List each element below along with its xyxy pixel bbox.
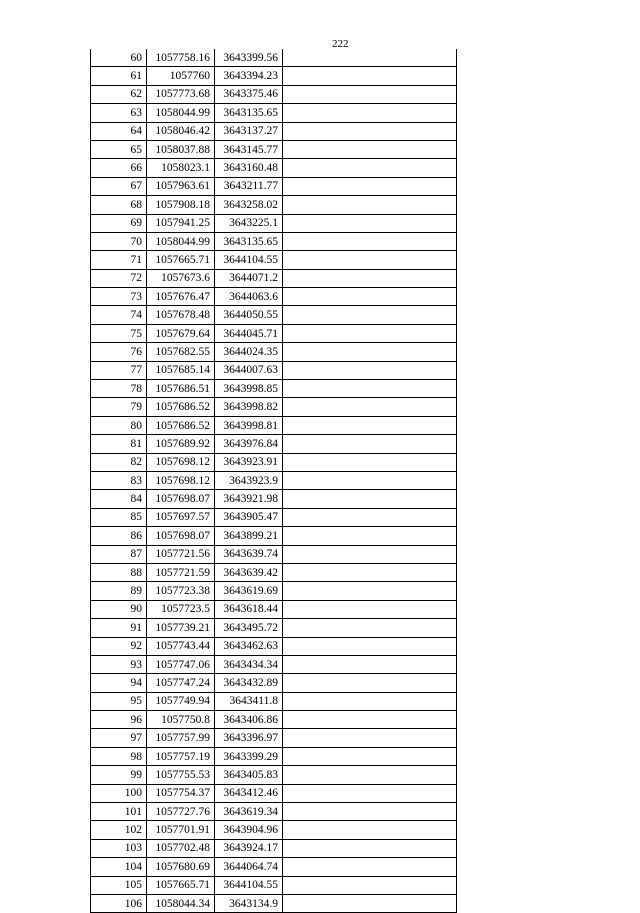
empty-cell — [283, 858, 457, 876]
y-coordinate-cell: 3644063.6 — [215, 288, 283, 306]
row-index-cell: 75 — [91, 324, 147, 342]
x-coordinate-cell: 1057676.47 — [147, 288, 215, 306]
empty-cell — [283, 159, 457, 177]
x-coordinate-cell: 1057755.53 — [147, 766, 215, 784]
table-row — [91, 453, 457, 471]
x-coordinate-cell: 1057686.51 — [147, 380, 215, 398]
row-index-cell: 83 — [91, 471, 147, 489]
y-coordinate-cell: 3643394.23 — [215, 67, 283, 85]
y-coordinate-cell: 3643399.56 — [215, 49, 283, 67]
y-coordinate-cell: 3643405.83 — [215, 766, 283, 784]
x-coordinate-cell: 1057743.44 — [147, 637, 215, 655]
row-index-cell: 71 — [91, 251, 147, 269]
empty-cell — [283, 655, 457, 673]
x-coordinate-cell: 1057698.07 — [147, 527, 215, 545]
x-coordinate-cell: 1058037.88 — [147, 140, 215, 158]
empty-cell — [283, 398, 457, 416]
x-coordinate-cell: 1057678.48 — [147, 306, 215, 324]
x-coordinate-cell: 1058044.99 — [147, 232, 215, 250]
row-index-cell: 92 — [91, 637, 147, 655]
x-coordinate-cell: 1057680.69 — [147, 858, 215, 876]
y-coordinate-cell: 3644104.55 — [215, 876, 283, 894]
y-coordinate-cell: 3644064.74 — [215, 858, 283, 876]
row-index-cell: 69 — [91, 214, 147, 232]
table-row — [91, 343, 457, 361]
row-index-cell: 74 — [91, 306, 147, 324]
empty-cell — [283, 122, 457, 140]
y-coordinate-cell: 3643434.34 — [215, 655, 283, 673]
x-coordinate-cell: 1057665.71 — [147, 251, 215, 269]
table-row — [91, 269, 457, 287]
table-row — [91, 196, 457, 214]
table-row — [91, 545, 457, 563]
y-coordinate-cell: 3643412.46 — [215, 784, 283, 802]
y-coordinate-cell: 3643406.86 — [215, 711, 283, 729]
empty-cell — [283, 85, 457, 103]
row-index-cell: 72 — [91, 269, 147, 287]
row-index-cell: 96 — [91, 711, 147, 729]
empty-cell — [283, 508, 457, 526]
table-row — [91, 508, 457, 526]
x-coordinate-cell: 1057686.52 — [147, 398, 215, 416]
table-row — [91, 324, 457, 342]
x-coordinate-cell: 1057697.57 — [147, 508, 215, 526]
y-coordinate-cell: 3644007.63 — [215, 361, 283, 379]
empty-cell — [283, 747, 457, 765]
empty-cell — [283, 545, 457, 563]
empty-cell — [283, 894, 457, 912]
table-row — [91, 380, 457, 398]
empty-cell — [283, 232, 457, 250]
table-row — [91, 177, 457, 195]
x-coordinate-cell: 1057747.06 — [147, 655, 215, 673]
x-coordinate-cell: 1057754.37 — [147, 784, 215, 802]
row-index-cell: 86 — [91, 527, 147, 545]
y-coordinate-cell: 3643923.9 — [215, 471, 283, 489]
empty-cell — [283, 821, 457, 839]
empty-cell — [283, 288, 457, 306]
y-coordinate-cell: 3643135.65 — [215, 232, 283, 250]
row-index-cell: 84 — [91, 490, 147, 508]
y-coordinate-cell: 3643411.8 — [215, 692, 283, 710]
empty-cell — [283, 343, 457, 361]
row-index-cell: 64 — [91, 122, 147, 140]
table-row — [91, 214, 457, 232]
x-coordinate-cell: 1057750.8 — [147, 711, 215, 729]
row-index-cell: 68 — [91, 196, 147, 214]
y-coordinate-cell: 3643923.91 — [215, 453, 283, 471]
y-coordinate-cell: 3643134.9 — [215, 894, 283, 912]
y-coordinate-cell: 3643135.65 — [215, 104, 283, 122]
table-row — [91, 582, 457, 600]
table-row — [91, 619, 457, 637]
y-coordinate-cell: 3643905.47 — [215, 508, 283, 526]
y-coordinate-cell: 3643160.48 — [215, 159, 283, 177]
x-coordinate-cell: 1058044.99 — [147, 104, 215, 122]
y-coordinate-cell: 3643432.89 — [215, 674, 283, 692]
table-row — [91, 104, 457, 122]
y-coordinate-cell: 3644104.55 — [215, 251, 283, 269]
x-coordinate-cell: 1057723.5 — [147, 600, 215, 618]
x-coordinate-cell: 1057749.94 — [147, 692, 215, 710]
x-coordinate-cell: 1057685.14 — [147, 361, 215, 379]
table-row — [91, 711, 457, 729]
empty-cell — [283, 490, 457, 508]
row-index-cell: 85 — [91, 508, 147, 526]
x-coordinate-cell: 1057686.52 — [147, 416, 215, 434]
row-index-cell: 93 — [91, 655, 147, 673]
row-index-cell: 89 — [91, 582, 147, 600]
y-coordinate-cell: 3643211.77 — [215, 177, 283, 195]
y-coordinate-cell: 3643976.84 — [215, 435, 283, 453]
row-index-cell: 62 — [91, 85, 147, 103]
y-coordinate-cell: 3643137.27 — [215, 122, 283, 140]
empty-cell — [283, 196, 457, 214]
row-index-cell: 70 — [91, 232, 147, 250]
y-coordinate-cell: 3643639.74 — [215, 545, 283, 563]
row-index-cell: 78 — [91, 380, 147, 398]
y-coordinate-cell: 3643258.02 — [215, 196, 283, 214]
empty-cell — [283, 674, 457, 692]
row-index-cell: 94 — [91, 674, 147, 692]
empty-cell — [283, 435, 457, 453]
x-coordinate-cell: 1057723.38 — [147, 582, 215, 600]
row-index-cell: 63 — [91, 104, 147, 122]
table-row — [91, 398, 457, 416]
empty-cell — [283, 177, 457, 195]
y-coordinate-cell: 3643495.72 — [215, 619, 283, 637]
y-coordinate-cell: 3643921.98 — [215, 490, 283, 508]
y-coordinate-cell: 3643639.42 — [215, 563, 283, 581]
empty-cell — [283, 361, 457, 379]
x-coordinate-cell: 1058044.34 — [147, 894, 215, 912]
table-row — [91, 674, 457, 692]
empty-cell — [283, 692, 457, 710]
table-row — [91, 471, 457, 489]
y-coordinate-cell: 3643619.69 — [215, 582, 283, 600]
y-coordinate-cell: 3643924.17 — [215, 839, 283, 857]
table-row — [91, 416, 457, 434]
empty-cell — [283, 471, 457, 489]
y-coordinate-cell: 3643998.82 — [215, 398, 283, 416]
coordinate-table-body — [91, 49, 457, 913]
row-index-cell: 65 — [91, 140, 147, 158]
empty-cell — [283, 711, 457, 729]
table-row — [91, 288, 457, 306]
table-row — [91, 232, 457, 250]
table-row — [91, 729, 457, 747]
row-index-cell: 82 — [91, 453, 147, 471]
row-index-cell: 73 — [91, 288, 147, 306]
row-index-cell: 102 — [91, 821, 147, 839]
x-coordinate-cell: 1057673.6 — [147, 269, 215, 287]
y-coordinate-cell: 3643399.29 — [215, 747, 283, 765]
table-row — [91, 803, 457, 821]
x-coordinate-cell: 1057721.59 — [147, 563, 215, 581]
row-index-cell: 77 — [91, 361, 147, 379]
empty-cell — [283, 582, 457, 600]
table-row — [91, 747, 457, 765]
x-coordinate-cell: 1057773.68 — [147, 85, 215, 103]
table-row — [91, 435, 457, 453]
y-coordinate-cell: 3643375.46 — [215, 85, 283, 103]
row-index-cell: 88 — [91, 563, 147, 581]
x-coordinate-cell: 1057747.24 — [147, 674, 215, 692]
table-row — [91, 251, 457, 269]
x-coordinate-cell: 1057698.12 — [147, 453, 215, 471]
x-coordinate-cell: 1057941.25 — [147, 214, 215, 232]
x-coordinate-cell: 1057758.16 — [147, 49, 215, 67]
empty-cell — [283, 416, 457, 434]
y-coordinate-cell: 3643998.85 — [215, 380, 283, 398]
table-row — [91, 49, 457, 67]
table-row — [91, 858, 457, 876]
x-coordinate-cell: 1057679.64 — [147, 324, 215, 342]
empty-cell — [283, 251, 457, 269]
row-index-cell: 76 — [91, 343, 147, 361]
x-coordinate-cell: 1057689.92 — [147, 435, 215, 453]
empty-cell — [283, 453, 457, 471]
table-row — [91, 140, 457, 158]
x-coordinate-cell: 1057908.18 — [147, 196, 215, 214]
empty-cell — [283, 619, 457, 637]
x-coordinate-cell: 1057760 — [147, 67, 215, 85]
table-row — [91, 563, 457, 581]
table-row — [91, 894, 457, 912]
x-coordinate-cell: 1057698.12 — [147, 471, 215, 489]
x-coordinate-cell: 1057757.19 — [147, 747, 215, 765]
table-row — [91, 527, 457, 545]
row-index-cell: 101 — [91, 803, 147, 821]
x-coordinate-cell: 1057665.71 — [147, 876, 215, 894]
x-coordinate-cell: 1058023.1 — [147, 159, 215, 177]
row-index-cell: 99 — [91, 766, 147, 784]
row-index-cell: 105 — [91, 876, 147, 894]
empty-cell — [283, 140, 457, 158]
empty-cell — [283, 729, 457, 747]
empty-cell — [283, 380, 457, 398]
x-coordinate-cell: 1057757.99 — [147, 729, 215, 747]
coordinate-table — [90, 49, 457, 913]
table-row — [91, 600, 457, 618]
y-coordinate-cell: 3643462.63 — [215, 637, 283, 655]
row-index-cell: 103 — [91, 839, 147, 857]
row-index-cell: 79 — [91, 398, 147, 416]
row-index-cell: 81 — [91, 435, 147, 453]
empty-cell — [283, 637, 457, 655]
y-coordinate-cell: 3644024.35 — [215, 343, 283, 361]
x-coordinate-cell: 1057698.07 — [147, 490, 215, 508]
table-row — [91, 839, 457, 857]
table-row — [91, 361, 457, 379]
x-coordinate-cell: 1058046.42 — [147, 122, 215, 140]
row-index-cell: 80 — [91, 416, 147, 434]
x-coordinate-cell: 1057702.48 — [147, 839, 215, 857]
empty-cell — [283, 784, 457, 802]
table-row — [91, 821, 457, 839]
y-coordinate-cell: 3643899.21 — [215, 527, 283, 545]
table-row — [91, 637, 457, 655]
row-index-cell: 66 — [91, 159, 147, 177]
empty-cell — [283, 527, 457, 545]
x-coordinate-cell: 1057963.61 — [147, 177, 215, 195]
row-index-cell: 97 — [91, 729, 147, 747]
row-index-cell: 100 — [91, 784, 147, 802]
row-index-cell: 91 — [91, 619, 147, 637]
row-index-cell: 95 — [91, 692, 147, 710]
empty-cell — [283, 49, 457, 67]
empty-cell — [283, 876, 457, 894]
coordinate-table-container — [90, 49, 457, 913]
row-index-cell: 61 — [91, 67, 147, 85]
empty-cell — [283, 324, 457, 342]
empty-cell — [283, 803, 457, 821]
x-coordinate-cell: 1057682.55 — [147, 343, 215, 361]
empty-cell — [283, 563, 457, 581]
empty-cell — [283, 600, 457, 618]
table-row — [91, 692, 457, 710]
page-number: 222 — [332, 38, 349, 50]
row-index-cell: 87 — [91, 545, 147, 563]
y-coordinate-cell: 3643618.44 — [215, 600, 283, 618]
row-index-cell: 106 — [91, 894, 147, 912]
table-row — [91, 122, 457, 140]
table-row — [91, 85, 457, 103]
row-index-cell: 60 — [91, 49, 147, 67]
table-row — [91, 784, 457, 802]
table-row — [91, 490, 457, 508]
table-row — [91, 306, 457, 324]
empty-cell — [283, 214, 457, 232]
empty-cell — [283, 67, 457, 85]
y-coordinate-cell: 3643904.96 — [215, 821, 283, 839]
table-row — [91, 655, 457, 673]
empty-cell — [283, 766, 457, 784]
table-row — [91, 67, 457, 85]
x-coordinate-cell: 1057739.21 — [147, 619, 215, 637]
y-coordinate-cell: 3643225.1 — [215, 214, 283, 232]
row-index-cell: 90 — [91, 600, 147, 618]
table-row — [91, 766, 457, 784]
empty-cell — [283, 269, 457, 287]
row-index-cell: 104 — [91, 858, 147, 876]
x-coordinate-cell: 1057701.91 — [147, 821, 215, 839]
table-row — [91, 876, 457, 894]
row-index-cell: 98 — [91, 747, 147, 765]
y-coordinate-cell: 3643145.77 — [215, 140, 283, 158]
y-coordinate-cell: 3644050.55 — [215, 306, 283, 324]
empty-cell — [283, 839, 457, 857]
empty-cell — [283, 306, 457, 324]
y-coordinate-cell: 3643998.81 — [215, 416, 283, 434]
row-index-cell: 67 — [91, 177, 147, 195]
x-coordinate-cell: 1057721.56 — [147, 545, 215, 563]
y-coordinate-cell: 3643619.34 — [215, 803, 283, 821]
table-row — [91, 159, 457, 177]
empty-cell — [283, 104, 457, 122]
x-coordinate-cell: 1057727.76 — [147, 803, 215, 821]
y-coordinate-cell: 3643396.97 — [215, 729, 283, 747]
y-coordinate-cell: 3644045.71 — [215, 324, 283, 342]
y-coordinate-cell: 3644071.2 — [215, 269, 283, 287]
